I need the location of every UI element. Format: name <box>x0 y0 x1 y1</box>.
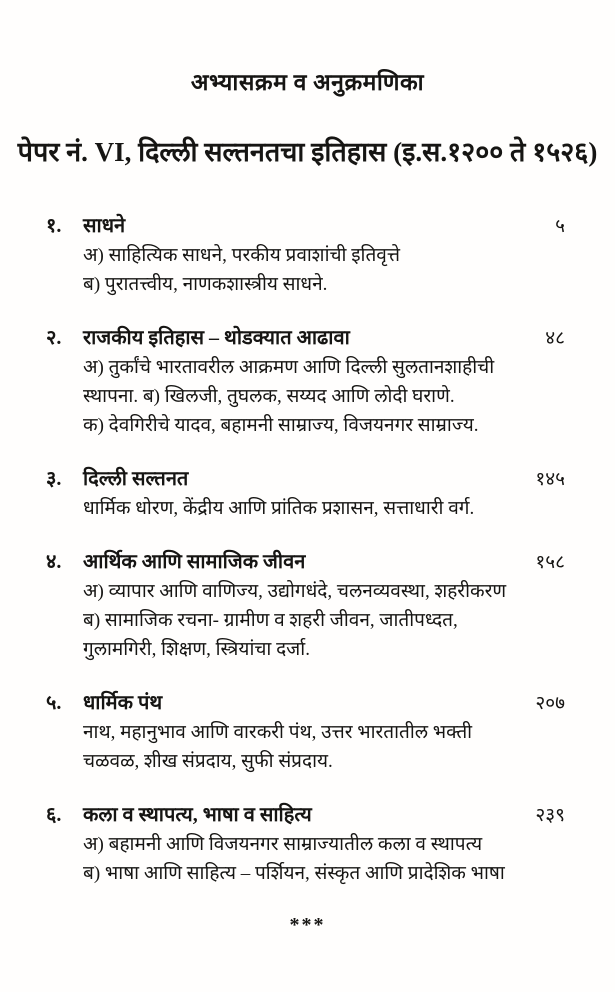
toc-item-5 <box>46 689 565 776</box>
item-description-line: ब) पुरातत्त्वीय, नाणकशास्त्रीय साधने. <box>83 274 328 295</box>
toc-item-heading-row <box>46 324 565 353</box>
item-number: ४. <box>46 551 62 573</box>
item-description-line: क) देवगिरीचे यादव, बहामनी साम्राज्य, विजयनगर साम्राज्य. <box>83 415 479 436</box>
toc-item-heading-row <box>46 212 565 241</box>
section-end-asterisks: *** <box>289 914 326 936</box>
toc-item-1 <box>46 212 565 299</box>
item-description-line: अ) तुर्कांचे भारतावरील आक्रमण आणि दिल्ली सुलतानशाहीची <box>83 357 495 378</box>
table-of-contents <box>46 212 565 888</box>
item-description-line: चळवळ, शीख संप्रदाय, सुफी संप्रदाय. <box>83 751 333 772</box>
item-page-number: १५८ <box>535 552 565 573</box>
page-title: अभ्यासक्रम व अनुक्रमणिका <box>190 70 425 95</box>
item-description-line: धार्मिक धोरण, केंद्रीय आणि प्रांतिक प्रशासन, सत्ताधारी वर्ग. <box>83 498 475 519</box>
item-description-line: अ) साहित्यिक साधने, परकीय प्रवाशांची इतिवृत्ते <box>83 245 400 266</box>
item-description-line: अ) व्यापार आणि वाणिज्य, उद्योगधंदे, चलनव्यवस्था, शहरीकरण <box>83 581 507 602</box>
toc-item-heading-row <box>46 548 565 577</box>
item-description-line: अ) बहामनी आणि विजयनगर साम्राज्यातील कला व स्थापत्य <box>83 834 483 855</box>
item-number: १. <box>46 215 62 237</box>
item-number: २. <box>46 327 62 349</box>
item-number: ३. <box>46 468 62 490</box>
item-description-line: नाथ, महानुभाव आणि वारकरी पंथ, उत्तर भारतातील भक्ती <box>83 722 473 743</box>
toc-item-6 <box>46 801 565 888</box>
item-heading: दिल्ली सल्तनत <box>83 468 189 490</box>
item-heading: साधने <box>83 215 126 237</box>
item-number: ५. <box>46 692 62 714</box>
item-heading: आर्थिक आणि सामाजिक जीवन <box>83 551 306 573</box>
item-heading: धार्मिक पंथ <box>83 692 163 714</box>
toc-item-heading-row <box>46 801 565 830</box>
item-heading: राजकीय इतिहास – थोडक्यात आढावा <box>83 327 350 349</box>
paper-subtitle: पेपर नं. VI, दिल्ली सल्तनतचा इतिहास (इ.स.१२०० ते १५२६) <box>17 137 598 167</box>
item-page-number: ५ <box>555 216 565 237</box>
toc-item-3 <box>46 465 565 523</box>
item-description-line: ब) सामाजिक रचना- ग्रामीण व शहरी जीवन, जातीपध्दत, <box>83 610 458 631</box>
item-number: ६. <box>46 804 62 826</box>
toc-item-2 <box>46 324 565 440</box>
item-page-number: २०७ <box>535 693 565 714</box>
item-description-line: ब) भाषा आणि साहित्य – पर्शियन, संस्कृत आणि प्रादेशिक भाषा <box>83 863 505 884</box>
toc-item-heading-row <box>46 465 565 494</box>
item-heading: कला व स्थापत्य, भाषा व साहित्य <box>83 804 312 826</box>
item-description-line: स्थापना. ब) खिलजी, तुघलक, सय्यद आणि लोदी घराणे. <box>83 386 455 407</box>
item-description-line: गुलामगिरी, शिक्षण, स्त्रियांचा दर्जा. <box>83 639 310 660</box>
item-page-number: ४८ <box>545 328 565 349</box>
toc-item-4 <box>46 548 565 664</box>
item-page-number: २३९ <box>535 805 565 826</box>
item-page-number: १४५ <box>535 469 565 490</box>
toc-item-heading-row <box>46 689 565 718</box>
